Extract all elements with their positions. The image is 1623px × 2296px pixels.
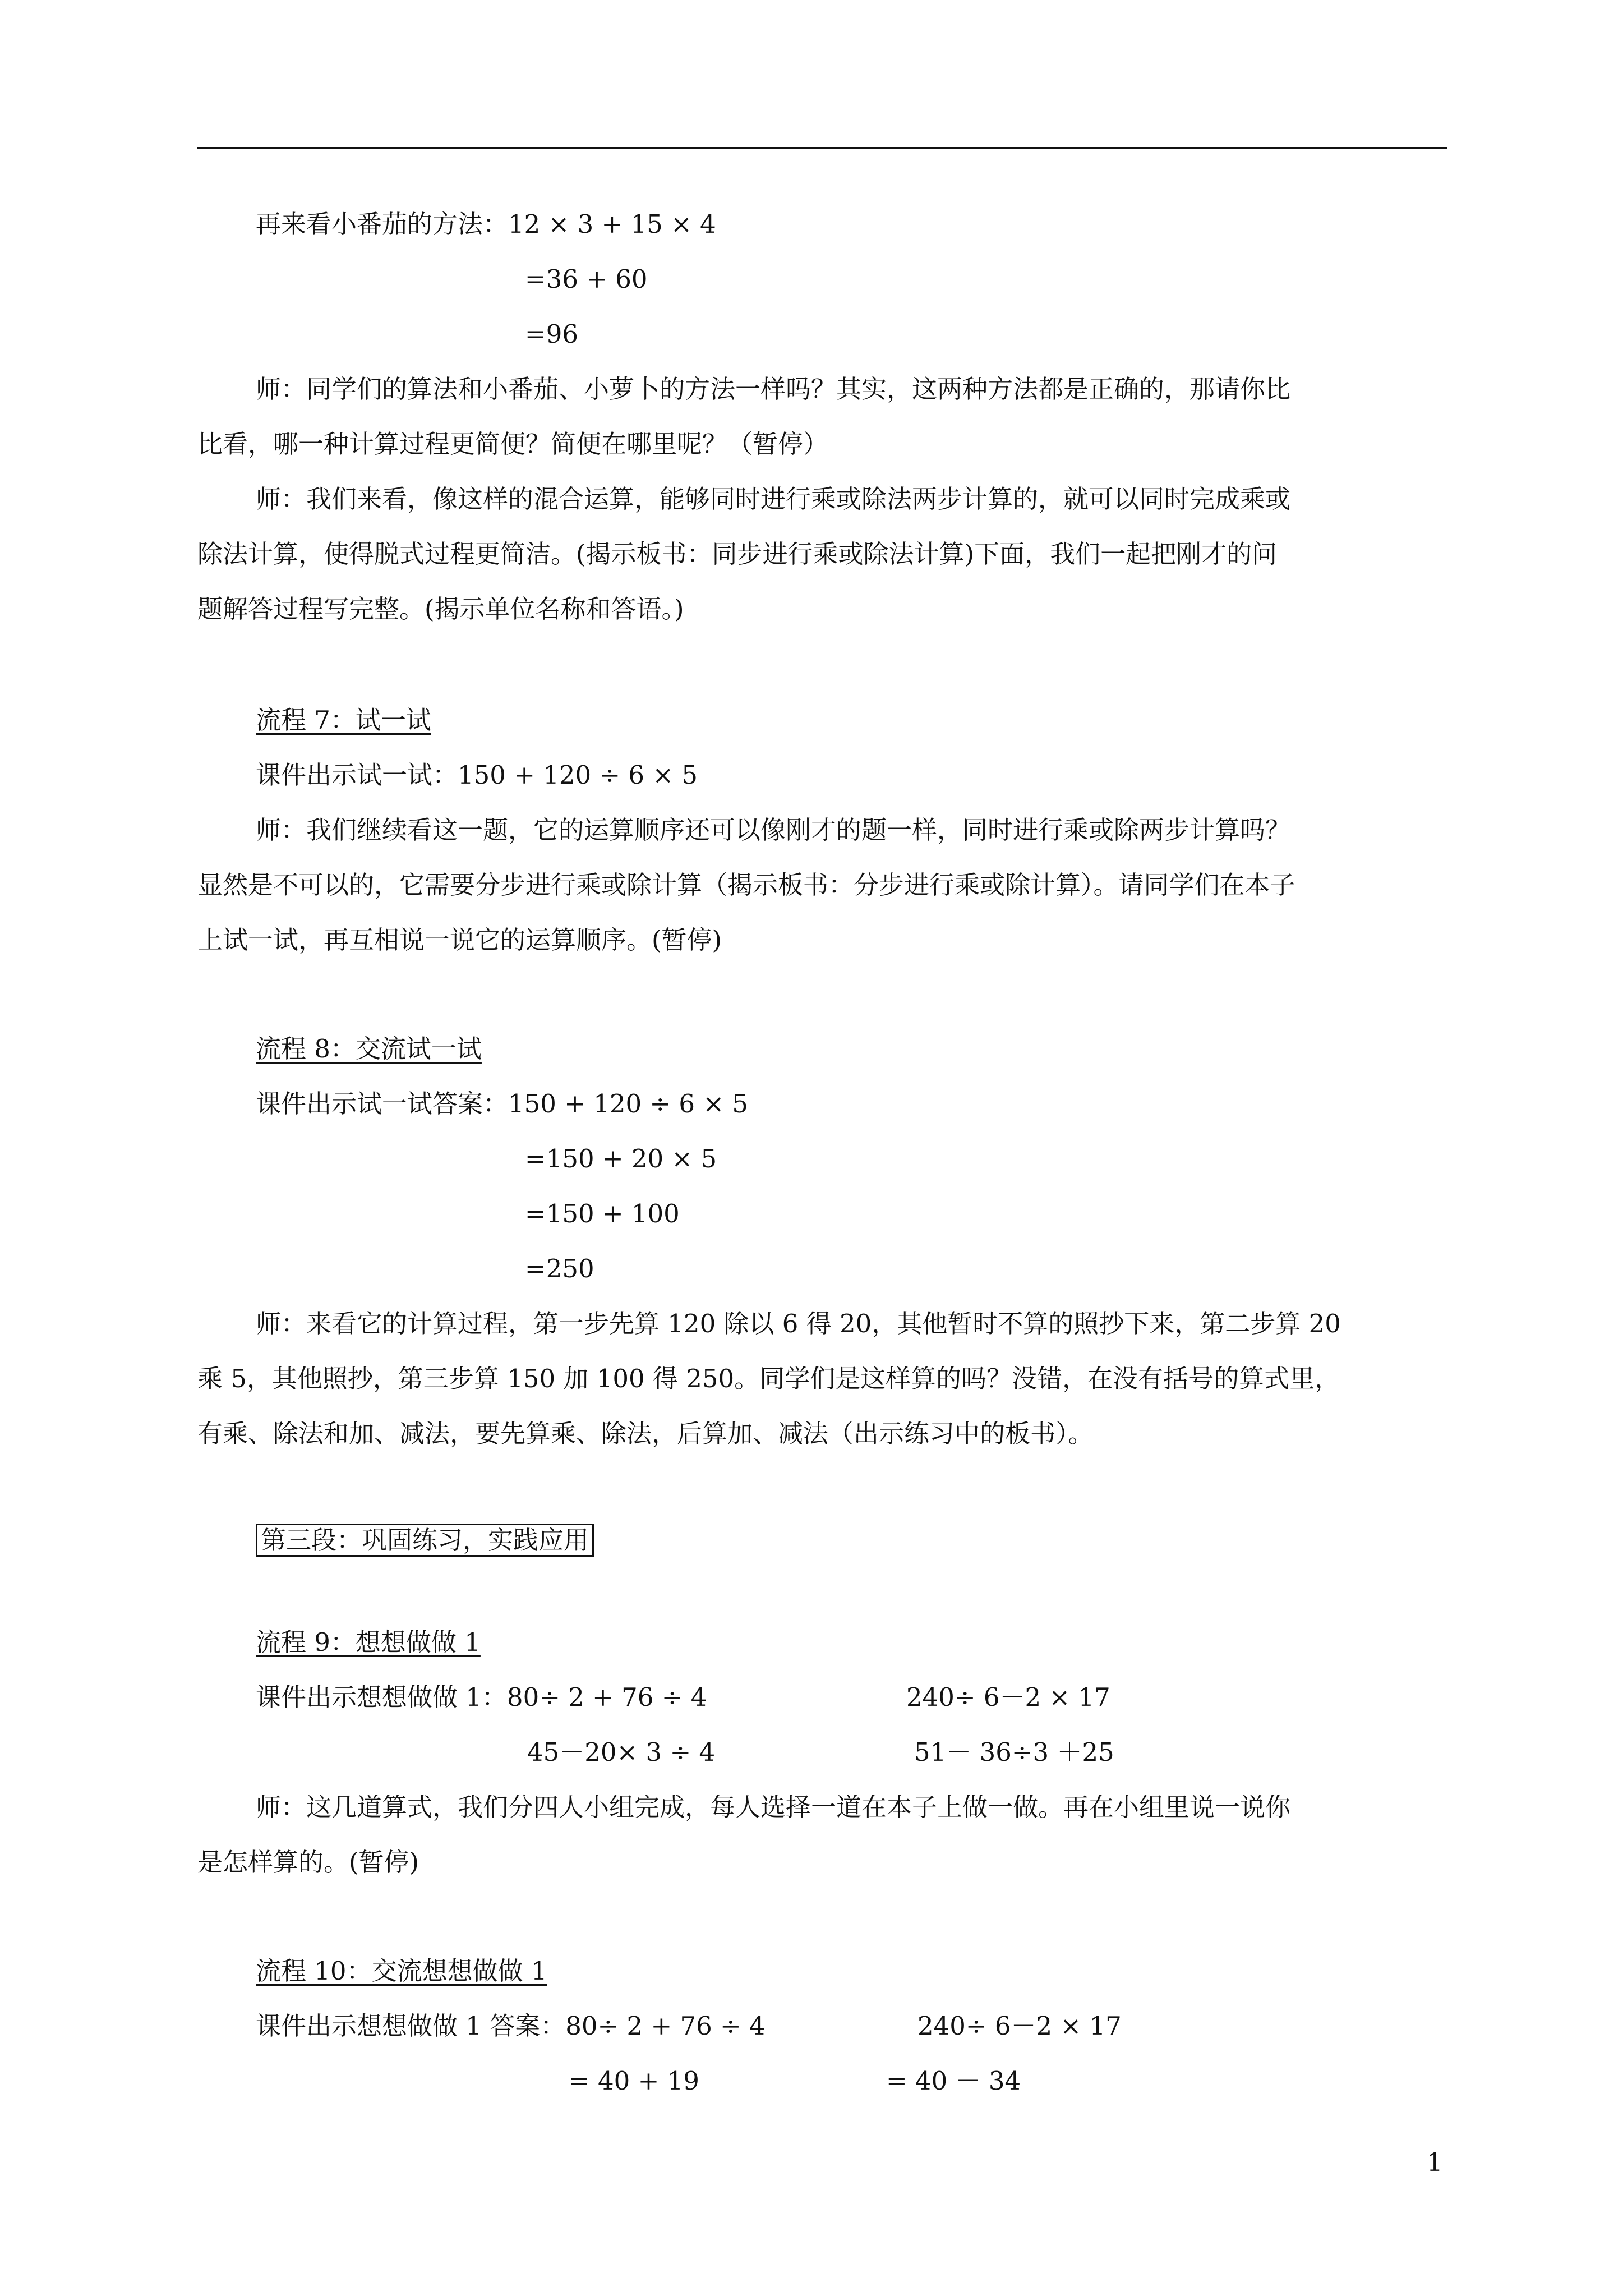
stage-heading: 第三段：巩固练习，实践应用 bbox=[256, 1524, 594, 1557]
equation-line: = 40 － 34 bbox=[886, 2066, 1021, 2096]
paragraph-line: 乘 5，其他照抄，第三步算 150 加 100 得 250。同学们是这样算的吗？没错，在没有括号的算式里， bbox=[197, 1364, 1340, 1393]
text-line: 再来看小番茄的方法：12 × 3 + 15 × 4 bbox=[256, 209, 716, 239]
equation-line: 51－ 36÷3 ＋25 bbox=[914, 1737, 1114, 1767]
header-rule bbox=[197, 147, 1447, 149]
page-number: 1 bbox=[1427, 2147, 1443, 2177]
equation-line: =96 bbox=[525, 319, 578, 349]
equation-line: =150 + 20 × 5 bbox=[525, 1144, 717, 1174]
paragraph-line: 题解答过程写完整。(揭示单位名称和答语。) bbox=[197, 594, 684, 624]
section-heading: 流程 8：交流试一试 bbox=[256, 1034, 482, 1064]
text-line: 课件出示想想做做 1：80÷ 2 + 76 ÷ 4 bbox=[256, 1682, 707, 1712]
equation-line: 240÷ 6－2 × 17 bbox=[917, 2011, 1122, 2041]
text-line: 课件出示试一试：150 + 120 ÷ 6 × 5 bbox=[256, 760, 698, 790]
paragraph-line: 比看，哪一种计算过程更简便？简便在哪里呢？（暂停） bbox=[197, 429, 829, 459]
paragraph-line: 有乘、除法和加、减法，要先算乘、除法，后算加、减法（出示练习中的板书）。 bbox=[197, 1419, 1094, 1448]
equation-line: =250 bbox=[525, 1254, 594, 1283]
paragraph-line: 师：我们来看，像这样的混合运算，能够同时进行乘或除法两步计算的，就可以同时完成乘或 bbox=[256, 484, 1291, 514]
section-heading: 流程 9：想想做做 1 bbox=[256, 1627, 481, 1657]
paragraph-line: 师：这几道算式，我们分四人小组完成，每人选择一道在本子上做一做。再在小组里说一说你 bbox=[256, 1792, 1291, 1822]
equation-line: =150 + 100 bbox=[525, 1199, 680, 1228]
equation-line: = 40 + 19 bbox=[569, 2066, 699, 2096]
paragraph-line: 是怎样算的。(暂停) bbox=[197, 1847, 419, 1877]
paragraph-line: 师：来看它的计算过程，第一步先算 120 除以 6 得 20，其他暂时不算的照抄下来，第二步算 20 bbox=[256, 1309, 1341, 1338]
section-heading: 流程 10：交流想想做做 1 bbox=[256, 1956, 547, 1986]
equation-line: 45－20× 3 ÷ 4 bbox=[527, 1737, 716, 1767]
stage-heading-box bbox=[256, 1524, 594, 1557]
text-line: 课件出示试一试答案：150 + 120 ÷ 6 × 5 bbox=[256, 1089, 748, 1119]
paragraph-line: 显然是不可以的，它需要分步进行乘或除计算（揭示板书：分步进行乘或除计算）。请同学们在本子 bbox=[197, 870, 1295, 900]
paragraph-line: 师：同学们的算法和小番茄、小萝卜的方法一样吗？其实，这两种方法都是正确的，那请你比 bbox=[256, 374, 1291, 404]
section-heading: 流程 7：试一试 bbox=[256, 705, 431, 735]
paragraph-line: 除法计算，使得脱式过程更简洁。(揭示板书：同步进行乘或除法计算)下面，我们一起把刚才的问 bbox=[197, 539, 1278, 569]
paragraph-line: 上试一试，再互相说一说它的运算顺序。(暂停) bbox=[197, 925, 722, 955]
text-line: 课件出示想想做做 1 答案：80÷ 2 + 76 ÷ 4 bbox=[256, 2011, 766, 2041]
paragraph-line: 师：我们继续看这一题，它的运算顺序还可以像刚才的题一样，同时进行乘或除两步计算吗？ bbox=[256, 815, 1291, 845]
equation-line: =36 + 60 bbox=[525, 264, 648, 294]
equation-line: 240÷ 6－2 × 17 bbox=[906, 1682, 1110, 1712]
